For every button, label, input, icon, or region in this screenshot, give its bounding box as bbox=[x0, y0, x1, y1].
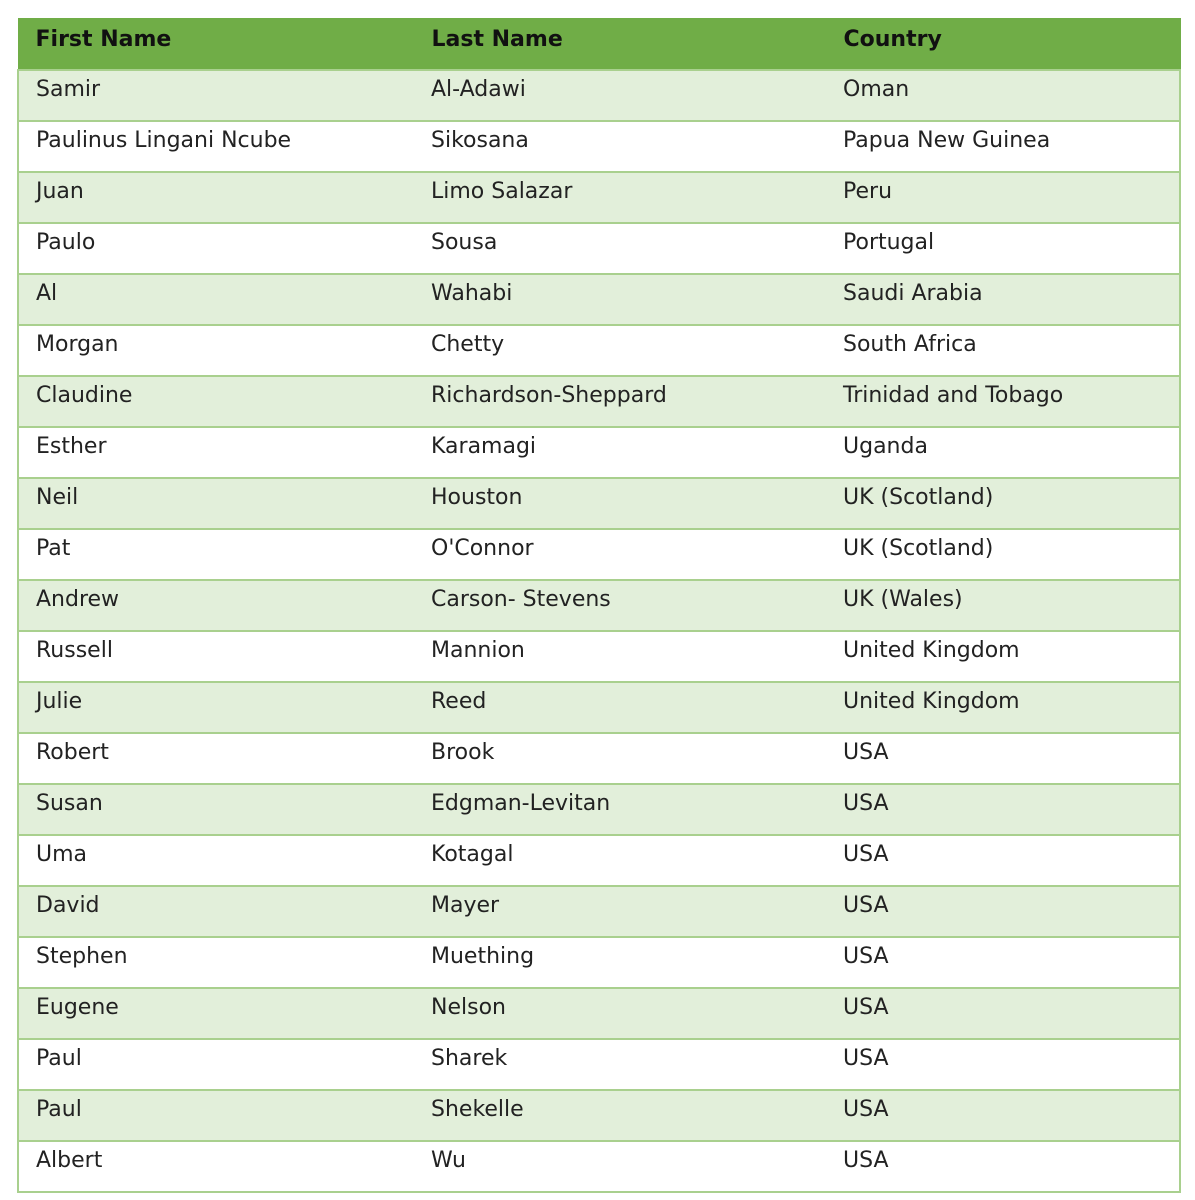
country-cell: USA bbox=[826, 733, 1180, 784]
table-row bbox=[18, 988, 1180, 1039]
last-name-cell: Limo Salazar bbox=[414, 172, 826, 223]
table-row bbox=[18, 478, 1180, 529]
last-name-cell: Reed bbox=[414, 682, 826, 733]
country-cell: Peru bbox=[826, 172, 1180, 223]
first-name-cell: Morgan bbox=[18, 325, 414, 376]
table-row bbox=[18, 580, 1180, 631]
last-name-cell: Sharek bbox=[414, 1039, 826, 1090]
country-cell: United Kingdom bbox=[826, 631, 1180, 682]
last-name-cell: Chetty bbox=[414, 325, 826, 376]
first-name-cell: David bbox=[18, 886, 414, 937]
first-name-cell: Claudine bbox=[18, 376, 414, 427]
country-cell: Trinidad and Tobago bbox=[826, 376, 1180, 427]
country-cell: Portugal bbox=[826, 223, 1180, 274]
country-cell: United Kingdom bbox=[826, 682, 1180, 733]
first-name-cell: Eugene bbox=[18, 988, 414, 1039]
header-row bbox=[18, 19, 1180, 70]
first-name-cell: Albert bbox=[18, 1141, 414, 1192]
last-name-cell: Sikosana bbox=[414, 121, 826, 172]
country-cell: UK (Wales) bbox=[826, 580, 1180, 631]
last-name-cell: Mayer bbox=[414, 886, 826, 937]
last-name-cell: Karamagi bbox=[414, 427, 826, 478]
last-name-cell: Wahabi bbox=[414, 274, 826, 325]
first-name-cell: Robert bbox=[18, 733, 414, 784]
table-row bbox=[18, 784, 1180, 835]
table-row bbox=[18, 886, 1180, 937]
country-cell: USA bbox=[826, 1039, 1180, 1090]
country-cell: USA bbox=[826, 886, 1180, 937]
first-name-cell: Stephen bbox=[18, 937, 414, 988]
first-name-cell: Al bbox=[18, 274, 414, 325]
header-last-name: Last Name bbox=[414, 19, 826, 70]
country-cell: USA bbox=[826, 784, 1180, 835]
first-name-cell: Paulo bbox=[18, 223, 414, 274]
country-cell: USA bbox=[826, 1141, 1180, 1192]
table-row bbox=[18, 121, 1180, 172]
header-first-name: First Name bbox=[18, 19, 414, 70]
last-name-cell: O'Connor bbox=[414, 529, 826, 580]
table-row bbox=[18, 274, 1180, 325]
last-name-cell: Richardson-Sheppard bbox=[414, 376, 826, 427]
country-cell: Saudi Arabia bbox=[826, 274, 1180, 325]
last-name-cell: Muething bbox=[414, 937, 826, 988]
first-name-cell: Uma bbox=[18, 835, 414, 886]
first-name-cell: Julie bbox=[18, 682, 414, 733]
last-name-cell: Brook bbox=[414, 733, 826, 784]
first-name-cell: Pat bbox=[18, 529, 414, 580]
country-cell: Uganda bbox=[826, 427, 1180, 478]
last-name-cell: Mannion bbox=[414, 631, 826, 682]
country-cell: USA bbox=[826, 1090, 1180, 1141]
table-row bbox=[18, 1141, 1180, 1192]
last-name-cell: Nelson bbox=[414, 988, 826, 1039]
first-name-cell: Russell bbox=[18, 631, 414, 682]
first-name-cell: Paul bbox=[18, 1090, 414, 1141]
country-cell: South Africa bbox=[826, 325, 1180, 376]
header-country: Country bbox=[826, 19, 1180, 70]
table-row bbox=[18, 376, 1180, 427]
table-row bbox=[18, 172, 1180, 223]
country-cell: USA bbox=[826, 988, 1180, 1039]
country-cell: UK (Scotland) bbox=[826, 478, 1180, 529]
first-name-cell: Juan bbox=[18, 172, 414, 223]
table-row bbox=[18, 529, 1180, 580]
last-name-cell: Kotagal bbox=[414, 835, 826, 886]
first-name-cell: Andrew bbox=[18, 580, 414, 631]
table-row bbox=[18, 937, 1180, 988]
last-name-cell: Sousa bbox=[414, 223, 826, 274]
country-cell: USA bbox=[826, 937, 1180, 988]
country-cell: USA bbox=[826, 835, 1180, 886]
last-name-cell: Carson- Stevens bbox=[414, 580, 826, 631]
table-body bbox=[18, 70, 1180, 1192]
first-name-cell: Neil bbox=[18, 478, 414, 529]
country-cell: Oman bbox=[826, 70, 1180, 121]
first-name-cell: Esther bbox=[18, 427, 414, 478]
first-name-cell: Susan bbox=[18, 784, 414, 835]
last-name-cell: Wu bbox=[414, 1141, 826, 1192]
last-name-cell: Shekelle bbox=[414, 1090, 826, 1141]
last-name-cell: Al-Adawi bbox=[414, 70, 826, 121]
country-cell: UK (Scotland) bbox=[826, 529, 1180, 580]
table-row bbox=[18, 70, 1180, 121]
last-name-cell: Edgman-Levitan bbox=[414, 784, 826, 835]
table-row bbox=[18, 427, 1180, 478]
table-row bbox=[18, 835, 1180, 886]
participants-table bbox=[17, 18, 1181, 1193]
country-cell: Papua New Guinea bbox=[826, 121, 1180, 172]
last-name-cell: Houston bbox=[414, 478, 826, 529]
table-row bbox=[18, 325, 1180, 376]
table-container bbox=[17, 18, 1179, 1193]
first-name-cell: Paul bbox=[18, 1039, 414, 1090]
table-row bbox=[18, 682, 1180, 733]
first-name-cell: Paulinus Lingani Ncube bbox=[18, 121, 414, 172]
table-row bbox=[18, 1039, 1180, 1090]
table-row bbox=[18, 733, 1180, 784]
table-row bbox=[18, 1090, 1180, 1141]
table-row bbox=[18, 223, 1180, 274]
table-row bbox=[18, 631, 1180, 682]
first-name-cell: Samir bbox=[18, 70, 414, 121]
